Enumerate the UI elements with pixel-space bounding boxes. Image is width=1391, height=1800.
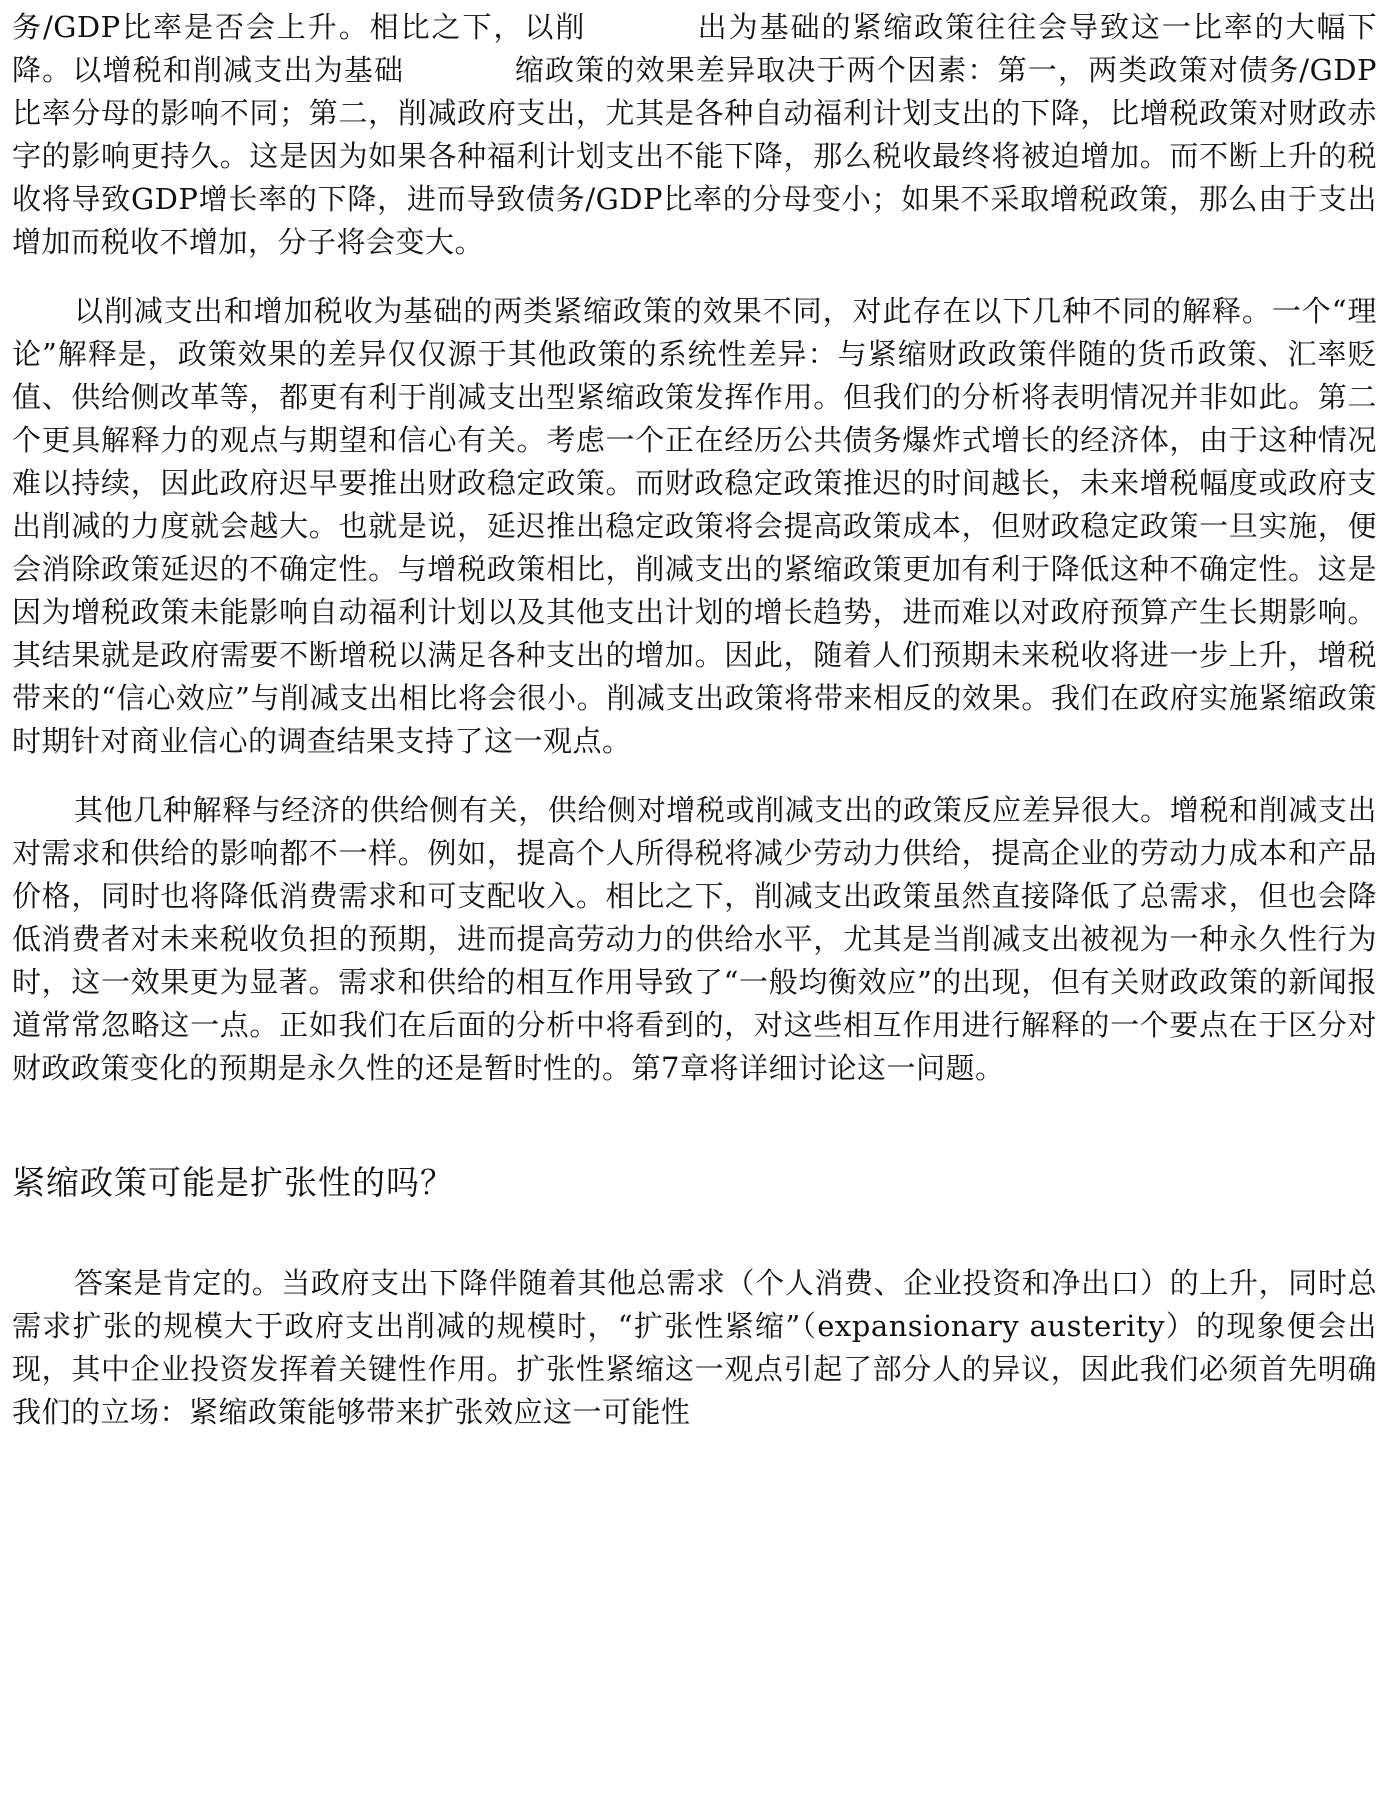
section-heading: 紧缩政策可能是扩张性的吗？ bbox=[12, 1163, 454, 1202]
paragraph-1-part-c: 缩政策的效果差异取决于两个因素：第一，两类政策对债务/GDP比率分母的影响不同；第二，削减政府支出，尤其是各种自动福利计划支出的下降，比增税政策对财政赤字的影响更持久。这是因为如果各种福利计划支出不能下降，那么税收最终将被迫增加。而不断上升的税收将导致GDP增长率的下降，进而导致债务/GDP比率的分母变小；如果不采取增税政策，那么由于支出增加而税收不增加，分子将会变大。 bbox=[12, 53, 1377, 259]
paragraph-1 bbox=[12, 6, 1377, 264]
paragraph-2: 以削减支出和增加税收为基础的两类紧缩政策的效果不同，对此存在以下几种不同的解释。一个“理论”解释是，政策效果的差异仅仅源于其他政策的系统性差异：与紧缩财政政策伴随的货币政策、汇率贬值、供给侧改革等，都更有利于削减支出型紧缩政策发挥作用。但我们的分析将表明情况并非如此。第二个更具解释力的观点与期望和信心有关。考虑一个正在经历公共债务爆炸式增长的经济体，由于这种情况难以持续，因此政府迟早要推出财政稳定政策。而财政稳定政策推迟的时间越长，未来增税幅度或政府支出削减的力度就会越大。也就是说，延迟推出稳定政策将会提高政策成本，但财政稳定政策一旦实施，便会消除政策延迟的不确定性。与增税政策相比，削减支出的紧缩政策更加有利于降低这种不确定性。这是因为增税政策未能影响自动福利计划以及其他支出计划的增长趋势，进而难以对政府预算产生长期影响。其结果就是政府需要不断增税以满足各种支出的增加。因此，随着人们预期未来税收将进一步上升，增税带来的“信心效应”与削减支出相比将会很小。削减支出政策将带来相反的效果。我们在政府实施紧缩政策时期针对商业信心的调查结果支持了这一观点。 bbox=[12, 294, 1377, 758]
paragraph-4: 答案是肯定的。当政府支出下降伴随着其他总需求（个人消费、企业投资和净出口）的上升，同时总需求扩张的规模大于政府支出削减的规模时，“扩张性紧缩”（expansionary austerity）的现象便会出现，其中企业投资发挥着关键性作用。扩张性紧缩这一观点引起了部分人的异议，因此我们必须首先明确我们的立场：紧缩政策能够带来扩张效应这一可能性 bbox=[12, 1266, 1377, 1429]
paragraph-3: 其他几种解释与经济的供给侧有关，供给侧对增税或削减支出的政策反应差异很大。增税和削减支出对需求和供给的影响都不一样。例如，提高个人所得税将减少劳动力供给，提高企业的劳动力成本和产品价格，同时也将降低消费需求和可支配收入。相比之下，削减支出政策虽然直接降低了总需求，但也会降低消费者对未来税收负担的预期，进而提高劳动力的供给水平，尤其是当削减支出被视为一种永久性行为时，这一效果更为显著。需求和供给的相互作用导致了“一般均衡效应”的出现，但有关财政政策的新闻报道常常忽略这一点。正如我们在后面的分析中将看到的，对这些相互作用进行解释的一个要点在于区分对财政政策变化的预期是永久性的还是暂时性的。第7章将详细讨论这一问题。 bbox=[12, 793, 1377, 1085]
paragraph-1-part-b: 出为基础的紧缩政策往往会导致这一比率的大幅下降。以增税和削减支出为基础 bbox=[12, 10, 1377, 87]
paragraph-1-part-a: 务/GDP比率是否会上升。相比之下，以削 bbox=[12, 10, 587, 44]
